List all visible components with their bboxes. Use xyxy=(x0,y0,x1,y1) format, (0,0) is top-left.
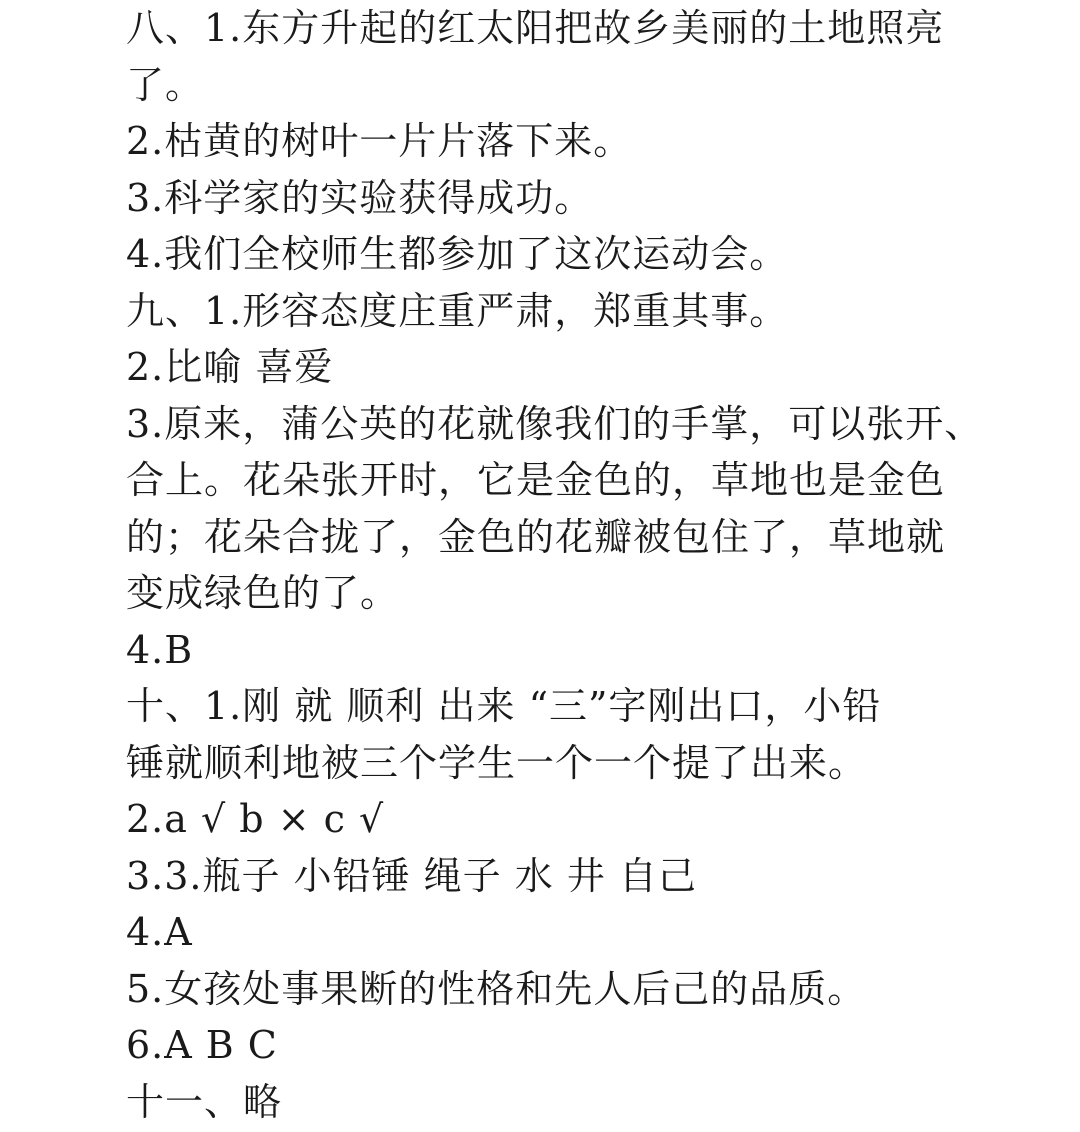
text-line: 十一、略 xyxy=(126,1079,283,1124)
text-line: 了。 xyxy=(126,62,205,107)
text-line: 变成绿色的了。 xyxy=(126,571,400,615)
text-line: 2.枯黄的树叶一片片落下来。 xyxy=(126,119,633,163)
text-line: 4.A xyxy=(126,910,193,954)
text-line: 2.a √ b × c √ xyxy=(126,797,385,841)
text-line: 十、1.刚 就 顺利 出来 “三”字刚出口，小铅 xyxy=(126,684,882,728)
text-line: 九、1.形容态度庄重严肃，郑重其事。 xyxy=(126,288,789,333)
text-line: 合上。花朵张开时，它是金色的，草地也是金色 xyxy=(126,458,946,502)
text-line: 3.原来，蒲公英的花就像我们的手掌，可以张开、 xyxy=(126,401,984,446)
text-line: 的；花朵合拢了，金色的花瓣被包住了，草地就 xyxy=(126,514,946,559)
text-line: 5.女孩处事果断的性格和先人后己的品质。 xyxy=(126,966,867,1011)
text-line: 八、1.东方升起的红太阳把故乡美丽的土地照亮 xyxy=(126,6,945,50)
text-line: 3.3.瓶子 小铅锤 绳子 水 井 自己 xyxy=(126,853,697,898)
text-line: 2.比喻 喜爱 xyxy=(126,345,334,389)
text-line: 锤就顺利地被三个学生一个一个提了出来。 xyxy=(126,740,868,785)
text-line: 6.A B C xyxy=(126,1023,278,1067)
text-line: 4.我们全校师生都参加了这次运动会。 xyxy=(126,232,789,276)
text-line: 3.科学家的实验获得成功。 xyxy=(126,175,594,220)
answer-document xyxy=(126,0,984,1130)
text-line: 4.B xyxy=(126,627,194,672)
